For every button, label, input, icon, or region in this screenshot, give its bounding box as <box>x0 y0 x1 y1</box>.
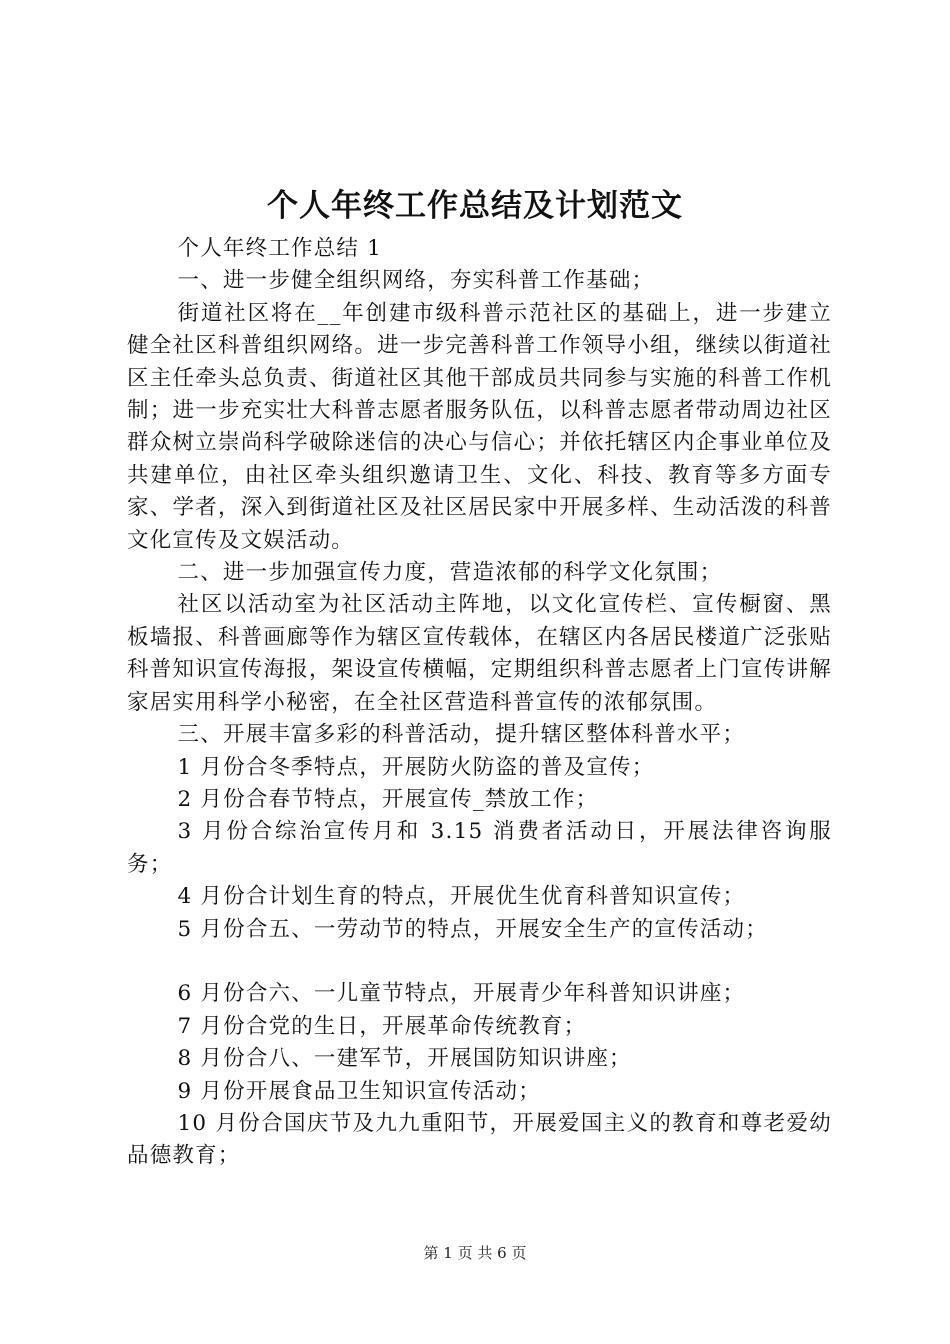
subheading-3: 三、开展丰富多彩的科普活动，提升辖区整体科普水平； <box>177 722 746 748</box>
blank-line <box>127 946 832 978</box>
list-item: 9 月份开展食品卫生知识宣传活动； <box>177 1078 541 1104</box>
page-footer: 第 1 页 共 6 页 <box>423 1244 527 1262</box>
list-item: 8 月份合八、一建军节，开展国防知识讲座； <box>177 1046 632 1072</box>
list-item: 3 月份合综治宣传月和 3.15 消费者活动日，开展法律咨询服务； <box>127 819 832 877</box>
list-item: 5 月份合五、一劳动节的特点，开展安全生产的宣传活动； <box>177 916 768 942</box>
list-item: 7 月份合党的生日，开展革命传统教育； <box>177 1013 587 1039</box>
document-body <box>127 233 832 1173</box>
section-heading: 个人年终工作总结 1 <box>177 236 383 261</box>
subheading-2: 二、进一步加强宣传力度，营造浓郁的科学文化氛围； <box>177 560 723 586</box>
body-paragraph: 社区以活动室为社区活动主阵地，以文化宣传栏、宣传橱窗、黑板墙报、科普画廊等作为辖区宣传载体，在辖区内各居民楼道广泛张贴科普知识宣传海报，架设宣传横幅，定期组织科普志愿者上门宣传讲解家居实用科学小秘密，在全社区营造科普宣传的浓郁氛围。 <box>127 592 832 715</box>
list-item: 10 月份合国庆节及九九重阳节，开展爱国主义的教育和尊老爱幼品德教育； <box>127 1110 832 1169</box>
subheading-1: 一、进一步健全组织网络，夯实科普工作基础； <box>177 268 655 294</box>
document-title: 个人年终工作总结及计划范文 <box>267 188 683 224</box>
list-item: 1 月份合冬季特点，开展防火防盗的普及宣传； <box>177 754 655 780</box>
body-paragraph: 街道社区将在__年创建市级科普示范社区的基础上，进一步建立健全社区科普组织网络。进一步完善科普工作领导小组，继续以街道社区主任牵头总负责、街道社区其他干部成员共同参与实施的科普工作机制；进一步充实壮大科普志愿者服务队伍，以科普志愿者带动周边社区群众树立崇尚科学破除迷信的决心与信心；并依托辖区内企事业单位及共建单位，由社区牵头组织邀请卫生、文化、科技、教育等多方面专家、学者，深入到街道社区及社区居民家中开展多样、生动活泼的科普文化宣传及文娱活动。 <box>127 300 832 553</box>
list-item: 4 月份合计划生育的特点，开展优生优育科普知识宣传； <box>177 884 746 910</box>
list-item: 6 月份合六、一儿童节特点，开展青少年科普知识讲座； <box>177 981 746 1007</box>
list-item: 2 月份合春节特点，开展宣传_禁放工作； <box>177 786 599 812</box>
